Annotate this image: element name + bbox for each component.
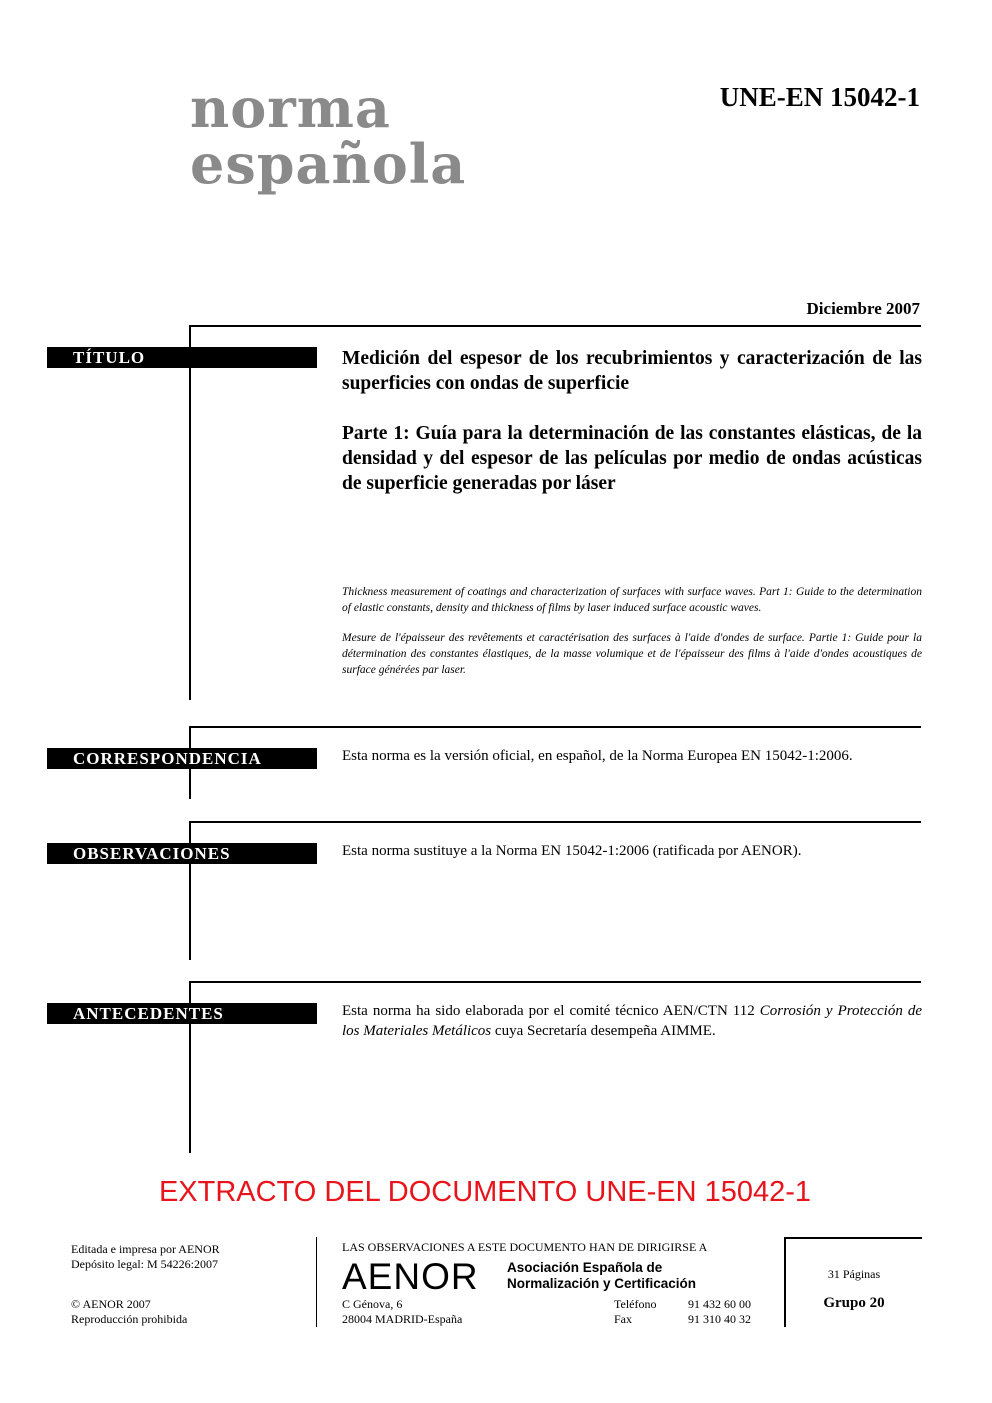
footer-deposit: Depósito legal: M 54226:2007	[71, 1257, 218, 1271]
publication-date: Diciembre 2007	[806, 299, 920, 318]
address-line-2: 28004 MADRID-España	[342, 1312, 463, 1326]
title-spanish-main: Medición del espesor de los recubrimientos y caracterización de las superficies con ondas de superficie	[342, 348, 922, 394]
label-correspondencia: CORRESPONDENCIA	[47, 748, 317, 769]
section-divider-titulo	[189, 325, 921, 327]
footer-contact-values	[688, 1297, 751, 1327]
footer-copyright: © AENOR 2007	[71, 1297, 151, 1311]
address-line-1: C Génova, 6	[342, 1297, 403, 1311]
title-french: Mesure de l'épaisseur des revêtements et caractérisation des surfaces à l'aide d'ondes de surface. Partie 1: Guide pour la détermination des constantes élastiques, de la masse volumique et de l'épaisseur des films à l'aide d'ondes acoustiques de surface générées par laser.	[342, 632, 922, 676]
page-count: 31 Páginas	[827, 1267, 881, 1281]
section-divider-antecedentes	[189, 981, 921, 983]
footer-divider-left	[316, 1237, 317, 1327]
observaciones-text: Esta norma sustituye a la Norma EN 15042-1:2006 (ratificada por AENOR).	[342, 843, 802, 859]
phone-label: Teléfono	[614, 1297, 657, 1311]
footer-reproduction: Reproducción prohibida	[71, 1312, 188, 1326]
footer-observations-heading: LAS OBSERVACIONES A ESTE DOCUMENTO HAN DE DIRIGIRSE A	[342, 1240, 708, 1254]
brand-line-2: española	[190, 132, 467, 196]
document-number: UNE-EN 15042-1	[719, 82, 920, 112]
brand-line-1: norma	[190, 76, 391, 140]
footer-box-left	[784, 1237, 786, 1327]
label-titulo: TÍTULO	[47, 347, 317, 368]
fax-label: Fax	[614, 1312, 632, 1326]
brand-logo	[190, 76, 467, 196]
extract-watermark: EXTRACTO DEL DOCUMENTO UNE-EN 15042-1	[158, 1176, 812, 1208]
aenor-logo: AENOR	[342, 1256, 479, 1297]
footer-address	[342, 1297, 462, 1327]
antecedentes-text	[342, 1001, 922, 1041]
antecedentes-text-start: Esta norma ha sido elaborada por el comité técnico AEN/CTN 112	[342, 1003, 760, 1019]
section-divider-observaciones	[189, 821, 921, 823]
footer-box-top	[784, 1237, 922, 1239]
footer-publisher	[71, 1242, 220, 1272]
title-english: Thickness measurement of coatings and characterization of surfaces with surface waves. Part 1: Guide to the determination of elastic constants, density and thickness of films by laser induced surface acoustic waves.	[342, 586, 922, 614]
aenor-association-name	[507, 1260, 696, 1292]
committee-name: Corrosión y Protección de los Materiales Metálicos	[342, 1003, 922, 1039]
footer-edited: Editada e impresa por AENOR	[71, 1242, 220, 1256]
price-group: Grupo 20	[823, 1295, 885, 1311]
fax-number: 91 310 40 32	[688, 1312, 751, 1326]
title-spanish-part: Parte 1: Guía para la determinación de las constantes elásticas, de la densidad y del espesor de las películas por medio de ondas acústicas de superficie generadas por láser	[342, 423, 922, 494]
phone-number: 91 432 60 00	[688, 1297, 751, 1311]
section-rule-titulo	[189, 325, 191, 700]
label-observaciones: OBSERVACIONES	[47, 843, 317, 864]
antecedentes-text-end: cuya Secretaría desempeña AIMME.	[491, 1023, 716, 1039]
correspondencia-text: Esta norma es la versión oficial, en español, de la Norma Europea EN 15042-1:2006.	[342, 748, 853, 764]
section-divider-correspondencia	[189, 726, 921, 728]
label-antecedentes: ANTECEDENTES	[47, 1003, 317, 1024]
section-rule-observaciones	[189, 821, 191, 960]
footer-rights	[71, 1297, 187, 1327]
footer-contact-labels	[614, 1297, 656, 1327]
assoc-line-2: Normalización y Certificación	[507, 1276, 697, 1291]
assoc-line-1: Asociación Española de	[507, 1260, 663, 1275]
